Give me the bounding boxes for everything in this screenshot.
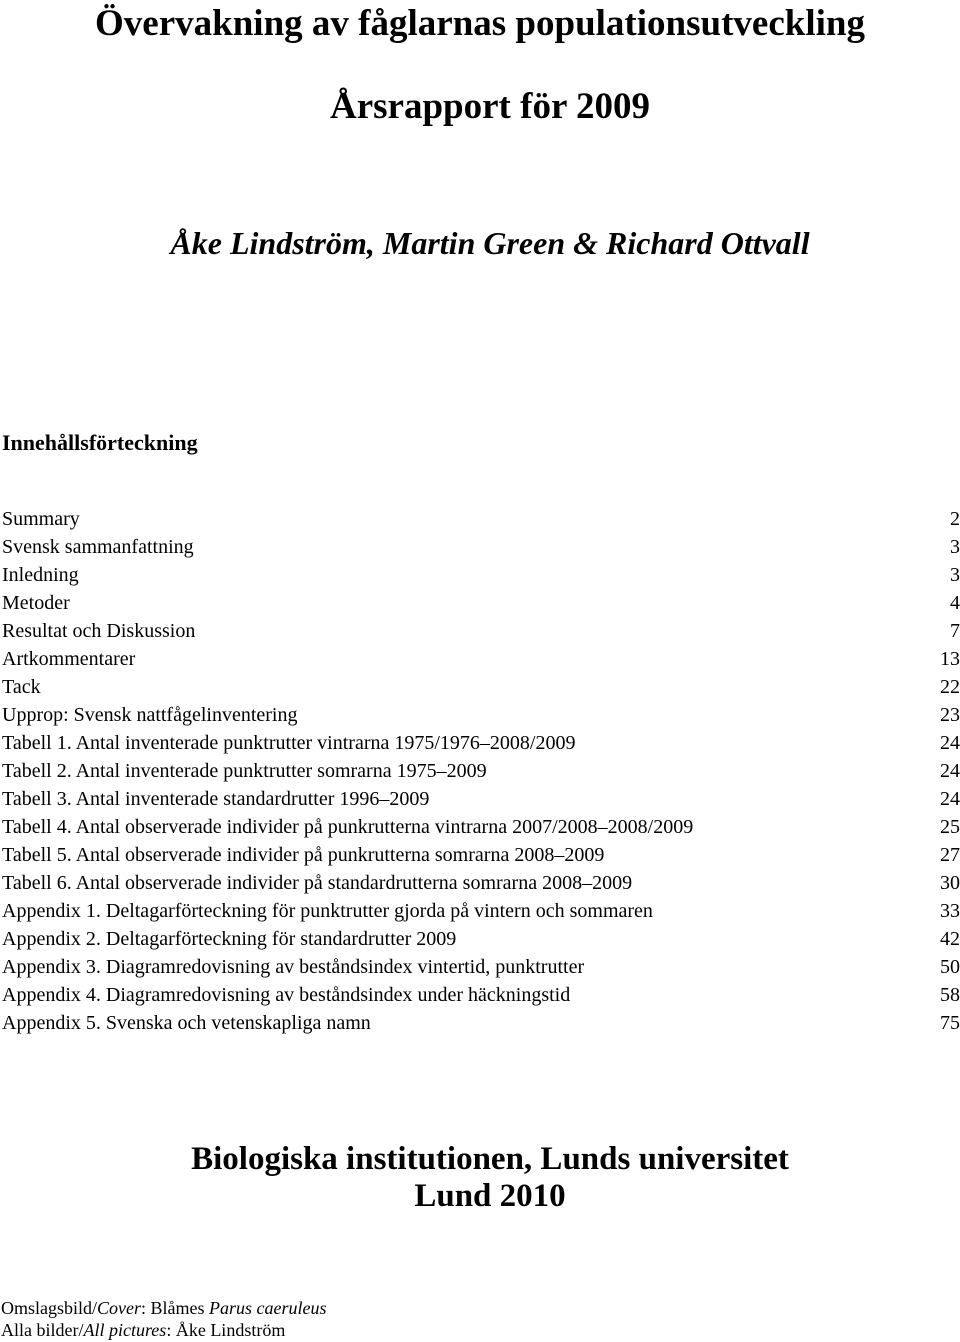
pictures-label-sv: Alla bilder/ xyxy=(1,1320,84,1340)
toc-entry xyxy=(2,729,960,757)
place-year: Lund 2010 xyxy=(414,1178,566,1214)
toc-entry xyxy=(2,561,960,589)
pictures-label-en: All pictures xyxy=(83,1320,167,1340)
toc-entry xyxy=(2,673,960,701)
toc-entry xyxy=(2,897,960,925)
pictures-credit xyxy=(1,1319,285,1341)
toc-entry-page: 3 xyxy=(950,536,960,558)
toc-entry-title: Tabell 5. Antal observerade individer på punkrutterna somrarna 2008–2009 xyxy=(2,844,605,866)
toc-entry xyxy=(2,981,960,1009)
toc-entry-page: 27 xyxy=(940,844,960,866)
cover-species: Parus caeruleus xyxy=(209,1298,327,1318)
toc-entry-title: Resultat och Diskussion xyxy=(2,620,196,642)
cover-label-en: Cover xyxy=(97,1298,142,1318)
toc-entry-title: Tabell 4. Antal observerade individer på punkrutterna vintrarna 2007/2008–2008/2009 xyxy=(2,816,694,838)
toc-heading: Innehållsförteckning xyxy=(2,430,198,455)
toc-entry-title: Tabell 3. Antal inventerade standardrutter 1996–2009 xyxy=(2,788,430,810)
toc-entry-title: Appendix 3. Diagramredovisning av beståndsindex vintertid, punktrutter xyxy=(2,956,585,978)
toc-entry-page: 22 xyxy=(940,676,960,698)
toc-entry-title: Appendix 4. Diagramredovisning av beståndsindex under häckningstid xyxy=(2,984,571,1006)
cover-label-sv: Omslagsbild/ xyxy=(1,1298,98,1318)
toc-entry-page: 24 xyxy=(940,788,960,810)
toc-entry xyxy=(2,925,960,953)
toc-entry xyxy=(2,813,960,841)
toc-entry-title: Upprop: Svensk nattfågelinventering xyxy=(2,704,298,726)
toc-entry-title: Inledning xyxy=(2,564,79,586)
document-subtitle: Årsrapport för 2009 xyxy=(330,86,650,127)
toc-entry-page: 50 xyxy=(940,956,960,978)
institution: Biologiska institutionen, Lunds universitet xyxy=(191,1141,789,1177)
toc-entry-page: 33 xyxy=(940,900,960,922)
toc-entry-page: 58 xyxy=(940,984,960,1006)
document-title: Övervakning av fåglarnas populationsutveckling xyxy=(95,3,865,44)
toc-entry-title: Tabell 2. Antal inventerade punktrutter somrarna 1975–2009 xyxy=(2,760,487,782)
toc-entry-title: Artkommentarer xyxy=(2,648,136,670)
toc-entry xyxy=(2,841,960,869)
toc-entry-page: 24 xyxy=(940,760,960,782)
toc-entry-page: 25 xyxy=(940,816,960,838)
toc-entry-page: 24 xyxy=(940,732,960,754)
toc-entry-title: Appendix 5. Svenska och vetenskapliga namn xyxy=(2,1012,371,1034)
toc-entry-title: Appendix 2. Deltagarförteckning för standardrutter 2009 xyxy=(2,928,457,950)
toc-entry-title: Metoder xyxy=(2,592,70,614)
toc-entry-title: Summary xyxy=(2,508,80,530)
toc-entry-title: Appendix 1. Deltagarförteckning för punktrutter gjorda på vintern och sommaren xyxy=(2,900,653,922)
toc-entry-page: 30 xyxy=(940,872,960,894)
toc-entry-page: 75 xyxy=(940,1012,960,1034)
cover-credit xyxy=(1,1297,327,1319)
toc-entry xyxy=(2,617,960,645)
toc-entry-page: 4 xyxy=(950,592,960,614)
toc-list xyxy=(2,505,960,1037)
toc-entry xyxy=(2,757,960,785)
toc-entry-title: Tabell 6. Antal observerade individer på standardrutterna somrarna 2008–2009 xyxy=(2,872,633,894)
toc-entry xyxy=(2,589,960,617)
toc-entry xyxy=(2,785,960,813)
toc-entry xyxy=(2,953,960,981)
pictures-separator: : xyxy=(166,1320,176,1340)
toc-entry-title: Tack xyxy=(2,676,41,698)
cover-separator: : Blåmes xyxy=(141,1298,210,1318)
toc-entry-page: 13 xyxy=(940,648,960,670)
toc-entry xyxy=(2,505,960,533)
toc-entry xyxy=(2,533,960,561)
toc-entry-title: Tabell 1. Antal inventerade punktrutter vintrarna 1975/1976–2008/2009 xyxy=(2,732,576,754)
toc-entry-page: 2 xyxy=(950,508,960,530)
toc-entry xyxy=(2,869,960,897)
toc-entry xyxy=(2,1009,960,1037)
document-authors: Åke Lindström, Martin Green & Richard Ottvall xyxy=(170,225,810,261)
toc-entry-page: 3 xyxy=(950,564,960,586)
toc-entry xyxy=(2,645,960,673)
toc-entry-title: Svensk sammanfattning xyxy=(2,536,194,558)
toc-entry-page: 7 xyxy=(950,620,960,642)
pictures-author: Åke Lindström xyxy=(175,1320,286,1340)
toc-entry-page: 42 xyxy=(940,928,960,950)
toc-entry xyxy=(2,701,960,729)
toc-entry-page: 23 xyxy=(940,704,960,726)
